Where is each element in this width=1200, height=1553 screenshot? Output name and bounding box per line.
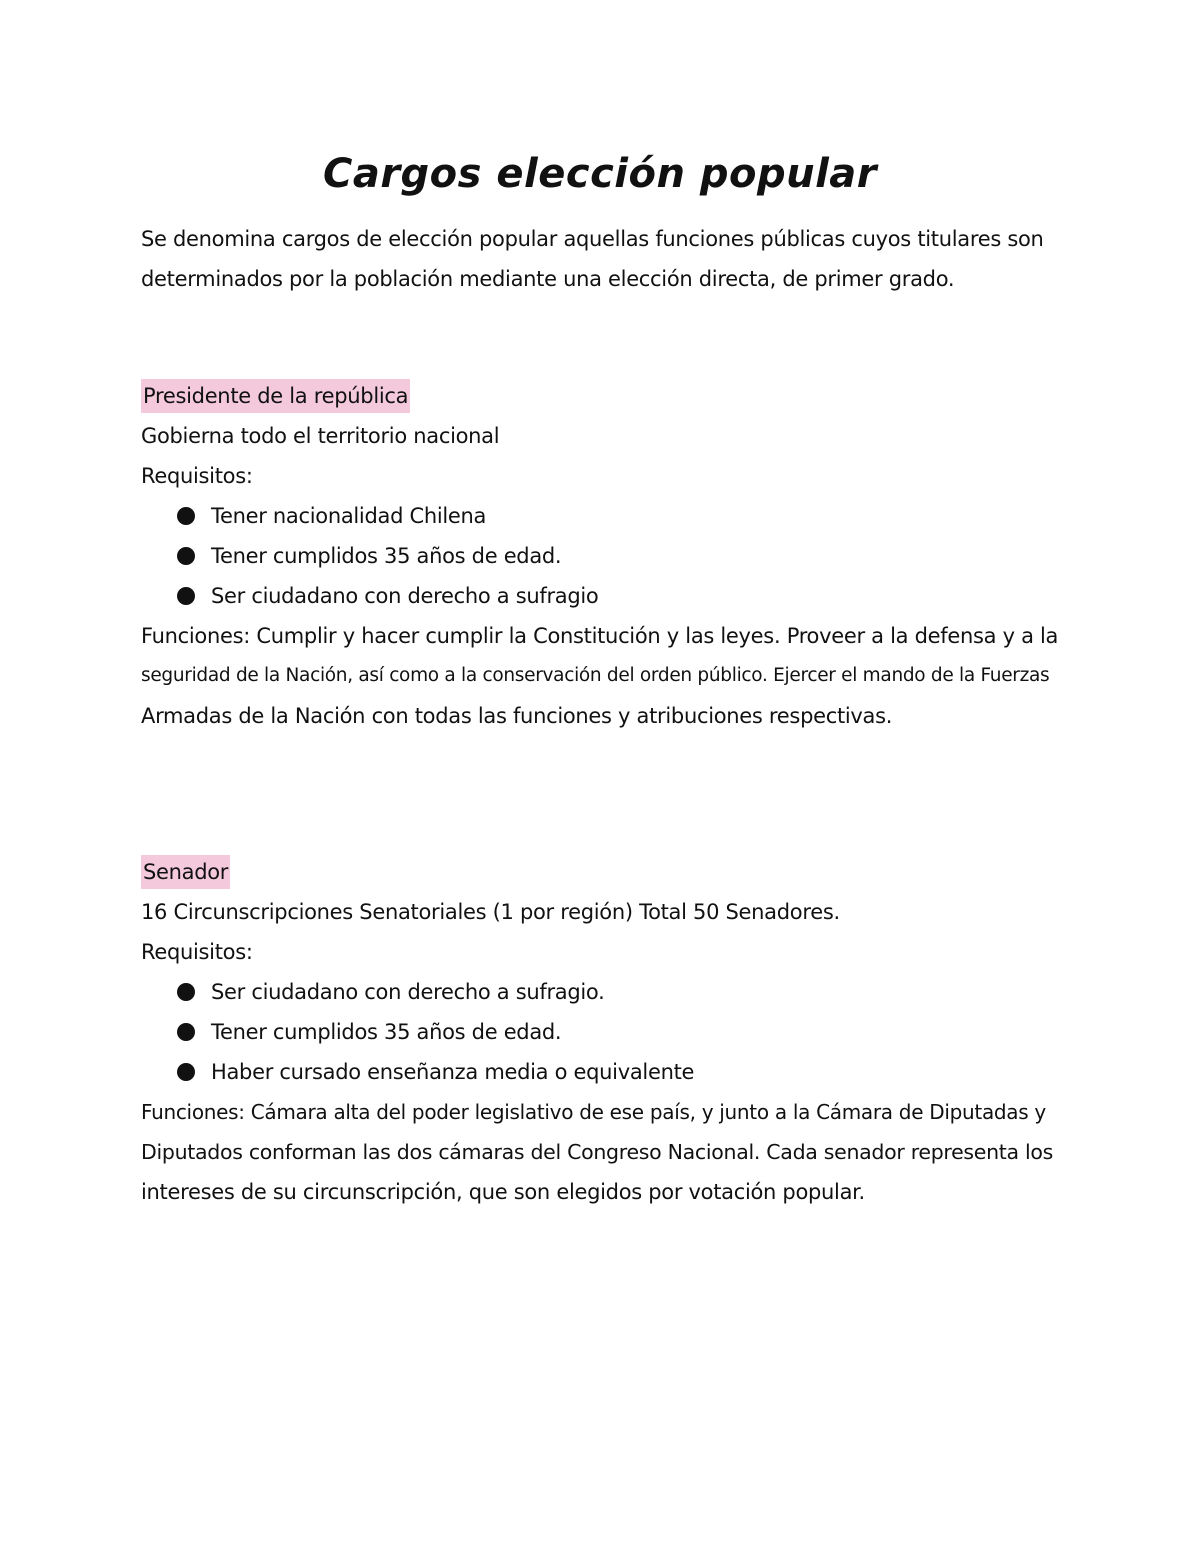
section-description: Gobierna todo el territorio nacional	[141, 424, 500, 448]
bullet-icon	[177, 983, 195, 1001]
functions-line: seguridad de la Nación, así como a la conservación del orden público. Ejercer el mando de la Fuerzas	[141, 665, 1050, 686]
intro-paragraph	[141, 219, 1061, 299]
requirement-item	[141, 1052, 1061, 1092]
requirement-text: Haber cursado enseñanza media o equivalente	[211, 1060, 695, 1084]
bullet-icon	[177, 587, 195, 605]
requirements-list	[141, 972, 1061, 1092]
requirement-item	[141, 536, 1061, 576]
requirement-item	[141, 972, 1061, 1012]
requirements-list	[141, 496, 1061, 616]
functions-line: Armadas de la Nación con todas las funciones y atribuciones respectivas.	[141, 704, 893, 728]
requirement-item	[141, 1012, 1061, 1052]
functions-line: Diputados conforman las dos cámaras del Congreso Nacional. Cada senador representa los	[141, 1140, 1054, 1164]
functions-line: intereses de su circunscripción, que son elegidos por votación popular.	[141, 1180, 865, 1204]
section-heading-line	[141, 852, 1061, 892]
bullet-icon	[177, 1023, 195, 1041]
section-heading: Presidente de la república	[141, 379, 410, 413]
requirement-item	[141, 576, 1061, 616]
requirement-text: Tener cumplidos 35 años de edad.	[211, 544, 562, 568]
requirement-item	[141, 496, 1061, 536]
requirement-text: Ser ciudadano con derecho a sufragio.	[211, 980, 605, 1004]
intro-line: Se denomina cargos de elección popular aquellas funciones públicas cuyos titulares son	[141, 227, 1044, 251]
document-title: Cargos elección popular	[322, 151, 878, 197]
section-heading-line	[141, 376, 1061, 416]
section-senador	[141, 852, 1061, 1212]
section-description: 16 Circunscripciones Senatoriales (1 por región) Total 50 Senadores.	[141, 900, 840, 924]
functions-line: Funciones: Cumplir y hacer cumplir la Constitución y las leyes. Proveer a la defensa y a la	[141, 624, 1059, 648]
functions-line: Funciones: Cámara alta del poder legislativo de ese país, y junto a la Cámara de Diputadas y	[141, 1100, 1046, 1124]
requirements-label: Requisitos:	[141, 940, 253, 964]
section-presidente	[141, 376, 1061, 736]
bullet-icon	[177, 547, 195, 565]
intro-line: determinados por la población mediante una elección directa, de primer grado.	[141, 267, 955, 291]
bullet-icon	[177, 1063, 195, 1081]
requirement-text: Tener cumplidos 35 años de edad.	[211, 1020, 562, 1044]
bullet-icon	[177, 507, 195, 525]
requirement-text: Ser ciudadano con derecho a sufragio	[211, 584, 599, 608]
section-heading: Senador	[141, 855, 230, 889]
requirements-label: Requisitos:	[141, 464, 253, 488]
requirement-text: Tener nacionalidad Chilena	[211, 504, 487, 528]
